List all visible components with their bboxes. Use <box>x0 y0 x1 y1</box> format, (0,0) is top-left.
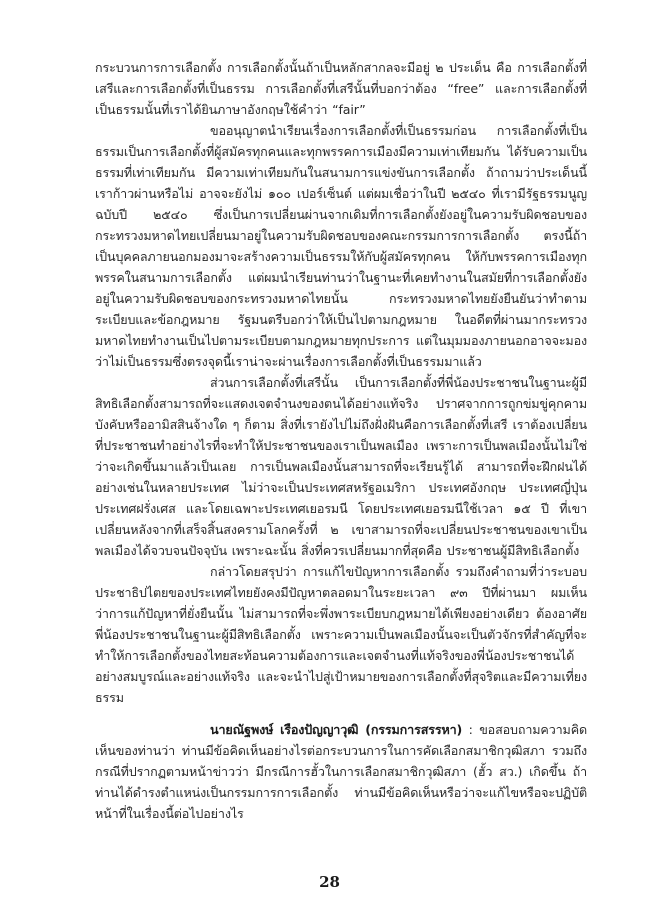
speaker-name: นายณัฐพงษ์ เรืองปัญญาวุฒิ (กรรมการสรรหา) <box>210 722 463 737</box>
document-body <box>95 57 587 824</box>
paragraph-conclusion: กล่าวโดยสรุปว่า การแก้ไขปัญหาการเลือกตั้ง รวมถึงคำถามที่ว่าระบอบประชาธิปไตยของประเทศไทยยังคงมีปัญหาตลอดมาในระยะเวลา ๙๓ ปีที่ผ่านมา ผมเห็นว่าการแก้ปัญหาที่ยั่งยืนนั้น ไม่สามารถที่จะพึ่งพาระเบียบกฎหมายได้เพียงอย่างเดียว ต้องอาศัยพี่น้องประชาชนในฐานะผู้มีสิทธิเลือกตั้ง เพราะความเป็นพลเมืองนั้นจะเป็นตัวจักรที่สำคัญที่จะทำให้การเลือกตั้งของไทยสะท้อนความต้องการและเจตจำนงที่แท้จริงของพี่น้องประชาชนได้อย่างสมบูรณ์และอย่างแท้จริง และจะนำไปสู่เป้าหมายของการเลือกตั้งที่สุจริตและมีความเที่ยงธรรม <box>95 564 587 705</box>
speaker-separator: : <box>462 722 480 737</box>
speaker-question-text: ขอสอบถามความคิดเห็นของท่านว่า ท่านมีข้อคิดเห็นอย่างไรต่อกระบวนการในการคัดเลือกสมาชิกวุฒิสภา รวมถึงกรณีที่ปรากฏตามหน้าข่าวว่า มีกรณีการฮั้วในการเลือกสมาชิกวุฒิสภา (ฮั้ว สว.) เกิดขึ้น ถ้าท่านได้ดำรงตำแหน่งเป็นกรรมการการเลือกตั้ง ท่านมีข้อคิดเห็นหรือว่าจะแก้ไขหรือจะปฏิบัติหน้าที่ในเรื่องนี้ต่อไปอย่างไร <box>95 722 587 821</box>
paragraph-election-principles: กระบวนการการเลือกตั้ง การเลือกตั้งนั้นถ้าเป็นหลักสากลจะมีอยู่ ๒ ประเด็น คือ การเลือกตั้งที่เสรีและการเลือกตั้งที่เป็นธรรม การเลือกตั้งที่เสรีนั้นที่บอกว่าต้อง “free” และการเลือกตั้งที่เป็นธรรมนั้นที่เราได้ยินภาษาอังกฤษใช้คำว่า “fair” <box>95 60 587 117</box>
paragraph-fair-election: ขออนุญาตนำเรียนเรื่องการเลือกตั้งที่เป็นธรรมก่อน การเลือกตั้งที่เป็นธรรมเป็นการเลือกตั้งที่ผู้สมัครทุกคนและทุกพรรคการเมืองมีความเท่าเทียมกัน ได้รับความเป็นธรรมที่เท่าเทียมกัน มีความเท่าเทียมกันในสนามการแข่งขันการเลือกตั้ง ถ้าถามว่าประเด็นนี้เราก้าวผ่านหรือไม่ อาจจะยังไม่ ๑๐๐ เปอร์เซ็นต์ แต่ผมเชื่อว่าในปี ๒๕๔๐ ที่เรามีรัฐธรรมนูญฉบับปี ๒๕๔๐ ซึ่งเป็นการเปลี่ยนผ่านจากเดิมที่การเลือกตั้งยังอยู่ในความรับผิดชอบของกระทรวงมหาดไทยเปลี่ยนมาอยู่ในความรับผิดชอบของคณะกรรมการการเลือกตั้ง ตรงนี้ถ้าเป็นบุคคลภายนอกมองมาจะสร้างความเป็นธรรมให้กับผู้สมัครทุกคน ให้กับพรรคการเมืองทุกพรรคในสนามการเลือกตั้ง แต่ผมนำเรียนท่านว่าในฐานะที่เคยทำงานในสมัยที่การเลือกตั้งยังอยู่ในความรับผิดชอบของกระทรวงมหาดไทยนั้น กระทรวงมหาดไทยยังยืนยันว่าทำตามระเบียบและข้อกฎหมาย รัฐมนตรีบอกว่าให้เป็นไปตามกฎหมาย ในอดีตที่ผ่านมากระทรวงมหาดไทยทำงานเป็นไปตามระเบียบตามกฎหมายทุกประการ แต่ในมุมมองภายนอกอาจจะมองว่าไม่เป็นธรรมซึ่งตรงจุดนี้เราน่าจะผ่านเรื่องการเลือกตั้งที่เป็นธรรมมาแล้ว <box>95 123 587 369</box>
speaker-question-paragraph <box>95 719 587 824</box>
page-number: 28 <box>319 873 340 891</box>
paragraph-free-election: ส่วนการเลือกตั้งที่เสรีนั้น เป็นการเลือกตั้งที่พี่น้องประชาชนในฐานะผู้มีสิทธิเลือกตั้งสามารถที่จะแสดงเจตจำนงของตนได้อย่างแท้จริง ปราศจากการถูกข่มขู่คุกคามบังคับหรืออามิสสินจ้างใด ๆ ก็ตาม สิ่งที่เรายังไปไม่ถึงฝั่งฝันคือการเลือกตั้งที่เสรี เราต้องเปลี่ยนที่ประชาชนทำอย่างไรที่จะทำให้ประชาชนของเราเป็นพลเมือง เพราะการเป็นพลเมืองนั้นไม่ใช่ว่าจะเกิดขึ้นมาแล้วเป็นเลย การเป็นพลเมืองนั้นสามารถที่จะเรียนรู้ได้ สามารถที่จะฝึกฝนได้ อย่างเช่นในหลายประเทศ ไม่ว่าจะเป็นประเทศสหรัฐอเมริกา ประเทศอังกฤษ ประเทศญี่ปุ่น ประเทศฝรั่งเศส และโดยเฉพาะประเทศเยอรมนี โดยประเทศเยอรมนีใช้เวลา ๑๕ ปี ที่เขาเปลี่ยนหลังจากที่เสร็จสิ้นสงครามโลกครั้งที่ ๒ เขาสามารถที่จะเปลี่ยนประชาชนของเขาเป็นพลเมืองได้จวบจนปัจจุบัน เพราะฉะนั้น สิ่งที่ควรเปลี่ยนมากที่สุดคือ ประชาชนผู้มีสิทธิเลือกตั้ง <box>95 375 587 558</box>
